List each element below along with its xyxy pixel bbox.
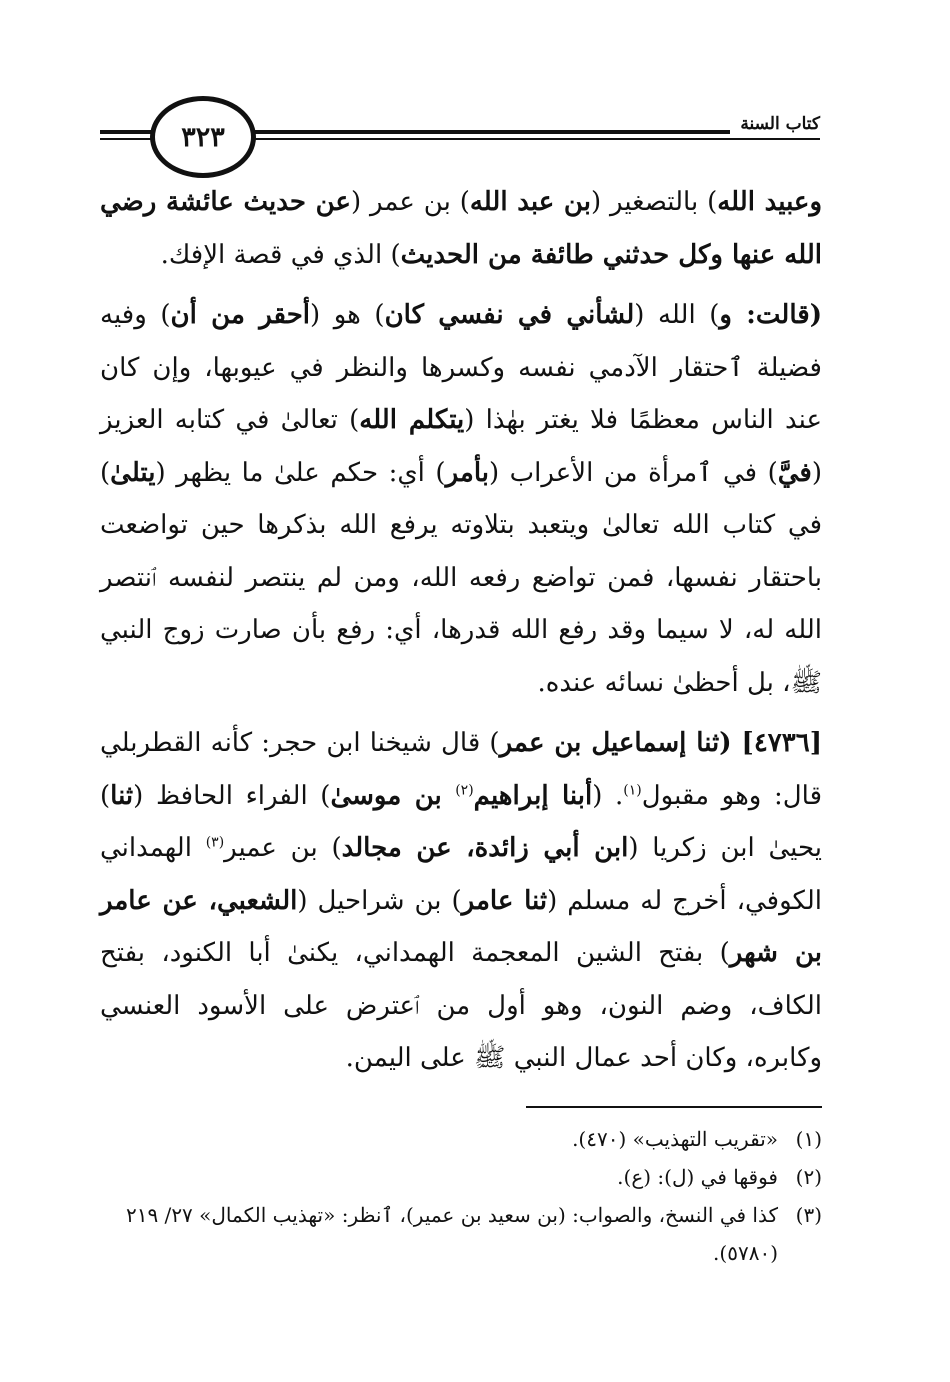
footnote-text: «تقريب التهذيب» (٤٧٠). bbox=[572, 1127, 778, 1151]
text-run: ) بن شراحيل ( bbox=[297, 885, 462, 916]
text-run: ) قال شيخنا ابن حجر: كأنه القطربلي قال: وهو مقبول bbox=[100, 728, 822, 811]
footnote-separator bbox=[526, 1106, 822, 1108]
bold-phrase: عن حديث عائشة رضي الله عنها وكل حدثني طائفة من الحديث bbox=[100, 187, 822, 270]
bold-phrase: بأمر bbox=[445, 457, 490, 488]
main-text bbox=[100, 176, 822, 1085]
bold-phrase: [٤٧٣٦] (ثنا إسماعيل بن عمر bbox=[499, 728, 822, 758]
bold-phrase: يتلىٰ bbox=[110, 457, 156, 488]
bold-phrase: لشأني في نفسي كان bbox=[384, 300, 635, 330]
text-run: ) بالتصغير ( bbox=[590, 187, 718, 217]
text-run: ) بفتح الشين المعجمة الهمداني، يكنىٰ أبا الكنود، بفتح الكاف، وضم النون، وهو أول من ٱعترض على الأسود العنسي وكابره، وكان أحد عمال النبي ﷺ على اليمن. bbox=[100, 938, 822, 1073]
page-number: ٣٢٣ bbox=[150, 96, 256, 178]
page-header bbox=[100, 92, 820, 182]
footnote-1 bbox=[100, 1120, 822, 1158]
text-run: ) في كتاب الله تعالىٰ ويتعبد بتلاوته يرفع الله بذكرها حين تواضعت باحتقار نفسها، فمن تواضع رفعه الله، ومن لم ينتصر لنفسه ٱنتصر الله له، لا سيما وقد رفع الله قدرها، أي: رفع بأن صارت زوج النبي ﷺ، بل أحظىٰ نسائه عنده. bbox=[100, 457, 822, 698]
text-run: ) هو ( bbox=[310, 300, 385, 330]
text-run: ) الله ( bbox=[634, 300, 720, 330]
footnote-text: كذا في النسخ، والصواب: (بن سعيد بن عمير)، ٱنظر: «تهذيب الكمال» ٢٧/ ٢١٩ (٥٧٨٠). bbox=[125, 1203, 778, 1265]
bold-phrase: ثنا عامر bbox=[461, 885, 548, 916]
text-run: ) الذي في قصة الإفك. bbox=[160, 239, 401, 270]
footnote-number: (٢) bbox=[795, 1165, 822, 1189]
bold-phrase: ابن أبي زائدة، عن مجالد bbox=[341, 833, 629, 863]
bold-phrase: أحقر من أن bbox=[170, 300, 311, 330]
text-run: ) تعالىٰ في كتابه العزيز ( bbox=[100, 405, 822, 488]
bold-phrase: يتكلم الله bbox=[359, 405, 465, 435]
bold-phrase: بن موسىٰ bbox=[330, 780, 456, 811]
running-title: كتاب السنة bbox=[730, 114, 820, 134]
footnotes bbox=[100, 1120, 822, 1272]
text-run: . ( bbox=[592, 780, 624, 811]
footnote-text: فوقها في (ل): (ع). bbox=[617, 1165, 778, 1189]
bold-phrase: (قالت: و bbox=[719, 300, 823, 330]
text-run: ) يحيىٰ ابن زكريا ( bbox=[100, 780, 822, 863]
footnote-ref[interactable]: (١) bbox=[623, 781, 642, 798]
footnote-2 bbox=[100, 1158, 822, 1196]
bold-phrase: الشعبي، عن عامر بن شهر bbox=[100, 885, 822, 968]
text-run: ) أي: حكم علىٰ ما يظهر ( bbox=[155, 457, 446, 488]
bold-phrase: وعبيد الله bbox=[717, 187, 822, 217]
footnote-ref[interactable]: (٢) bbox=[455, 781, 474, 798]
bold-phrase: أبنا إبراهيم bbox=[473, 780, 593, 811]
text-run: الهمداني الكوفي، أخرج له مسلم ( bbox=[100, 833, 823, 916]
footnote-ref[interactable]: (٣) bbox=[205, 834, 225, 851]
footnote-3 bbox=[100, 1196, 822, 1272]
paragraph-2 bbox=[100, 289, 822, 709]
footnote-number: (٣) bbox=[795, 1203, 822, 1227]
text-run: ) بن عمر ( bbox=[350, 187, 470, 217]
bold-phrase: بن عبد الله bbox=[469, 187, 591, 217]
text-run: ) في ٱمرأة من الأعراب ( bbox=[489, 457, 778, 488]
text-run: ) وفيه فضيلة ٱحتقار الآدمي نفسه وكسرها والنظر في عيوبها، وإن كان عند الناس معظمًا فلا يغتر بهٰذا ( bbox=[100, 300, 822, 435]
paragraph-1 bbox=[100, 176, 822, 281]
bold-phrase: ثنا bbox=[110, 780, 134, 811]
text-run: ) الفراء الحافظ ( bbox=[133, 780, 331, 811]
bold-phrase: فيَّ bbox=[777, 457, 812, 488]
footnote-number: (١) bbox=[795, 1127, 822, 1151]
paragraph-3 bbox=[100, 717, 822, 1085]
text-run: ) بن عمير bbox=[224, 833, 342, 863]
